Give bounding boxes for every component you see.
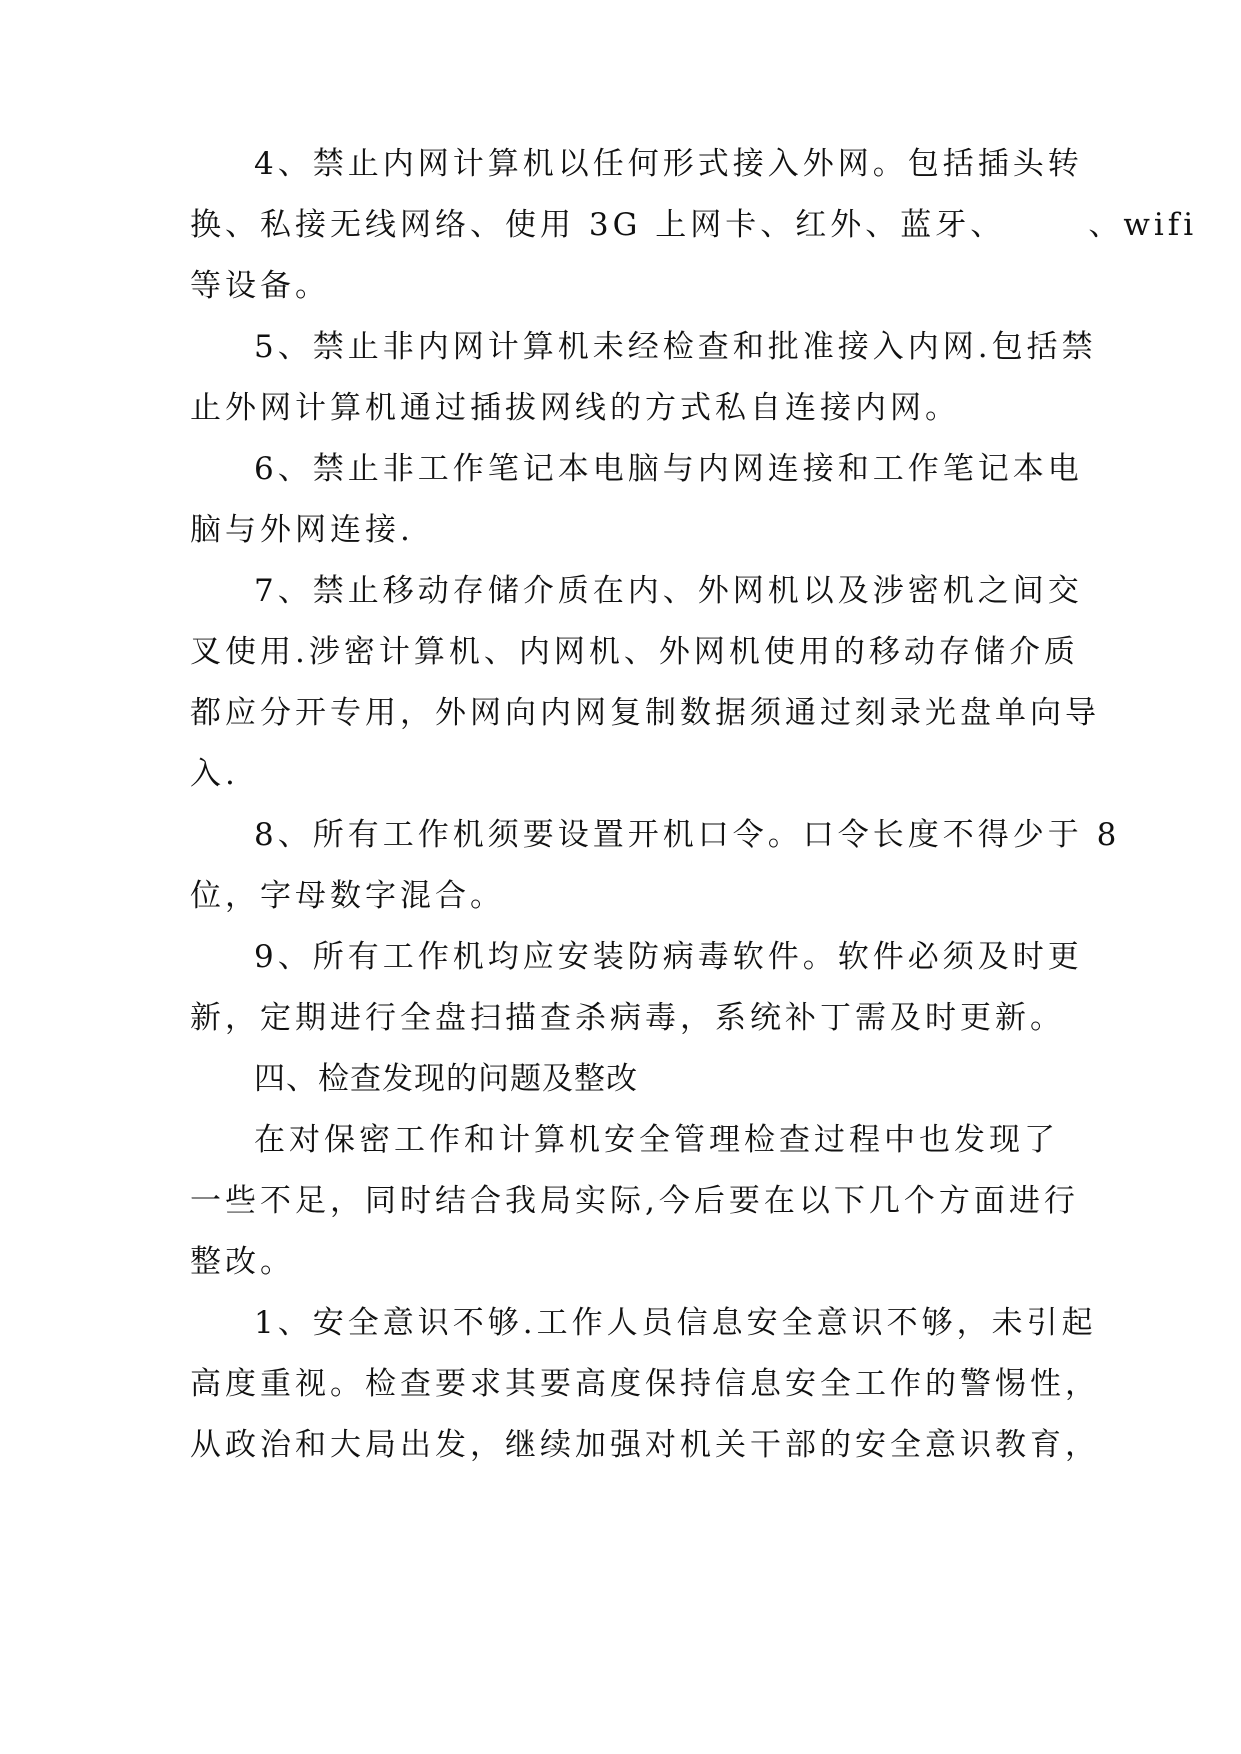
paragraph-7-line-3: 都应分开专用，外网向内网复制数据须通过刻录光盘单向导 (190, 695, 1100, 731)
paragraph-7-line-1: 7、禁止移动存储介质在内、外网机以及涉密机之间交 (254, 573, 1083, 609)
issue-1-line-3: 从政治和大局出发，继续加强对机关干部的安全意识教育， (190, 1427, 1100, 1463)
section-heading: 四、检查发现的问题及整改 (254, 1061, 638, 1097)
intro-line-1: 在对保密工作和计算机安全管理检查过程中也发现了 (254, 1122, 1059, 1158)
paragraph-9-line-1: 9、所有工作机均应安装防病毒软件。软件必须及时更 (254, 939, 1083, 975)
paragraph-4-line-1: 4、禁止内网计算机以任何形式接入外网。包括插头转 (254, 146, 1083, 182)
paragraph-9-line-2: 新，定期进行全盘扫描查杀病毒，系统补丁需及时更新。 (190, 1000, 1065, 1036)
paragraph-7-line-2: 叉使用.涉密计算机、内网机、外网机使用的移动存储介质 (190, 634, 1079, 670)
intro-line-2: 一些不足，同时结合我局实际,今后要在以下几个方面进行 (190, 1183, 1079, 1219)
paragraph-5-line-2: 止外网计算机通过插拔网线的方式私自连接内网。 (190, 390, 960, 426)
paragraph-8-line-2: 位，字母数字混合。 (190, 878, 505, 914)
paragraph-4-line-2: 换、私接无线网络、使用 3G 上网卡、红外、蓝牙、 、wifi (190, 207, 1198, 243)
paragraph-8-line-1: 8、所有工作机须要设置开机口令。口令长度不得少于 8 (254, 817, 1121, 853)
paragraph-6-line-2: 脑与外网连接. (190, 512, 414, 548)
paragraph-7-line-4: 入. (190, 756, 239, 792)
issue-1-line-2: 高度重视。检查要求其要高度保持信息安全工作的警惕性， (190, 1366, 1100, 1402)
paragraph-5-line-1: 5、禁止非内网计算机未经检查和批准接入内网.包括禁 (254, 329, 1097, 365)
paragraph-4-line-3: 等设备。 (190, 268, 330, 304)
intro-line-3: 整改。 (190, 1244, 295, 1280)
issue-1-line-1: 1、安全意识不够.工作人员信息安全意识不够，未引起 (254, 1305, 1097, 1341)
paragraph-6-line-1: 6、禁止非工作笔记本电脑与内网连接和工作笔记本电 (254, 451, 1083, 487)
